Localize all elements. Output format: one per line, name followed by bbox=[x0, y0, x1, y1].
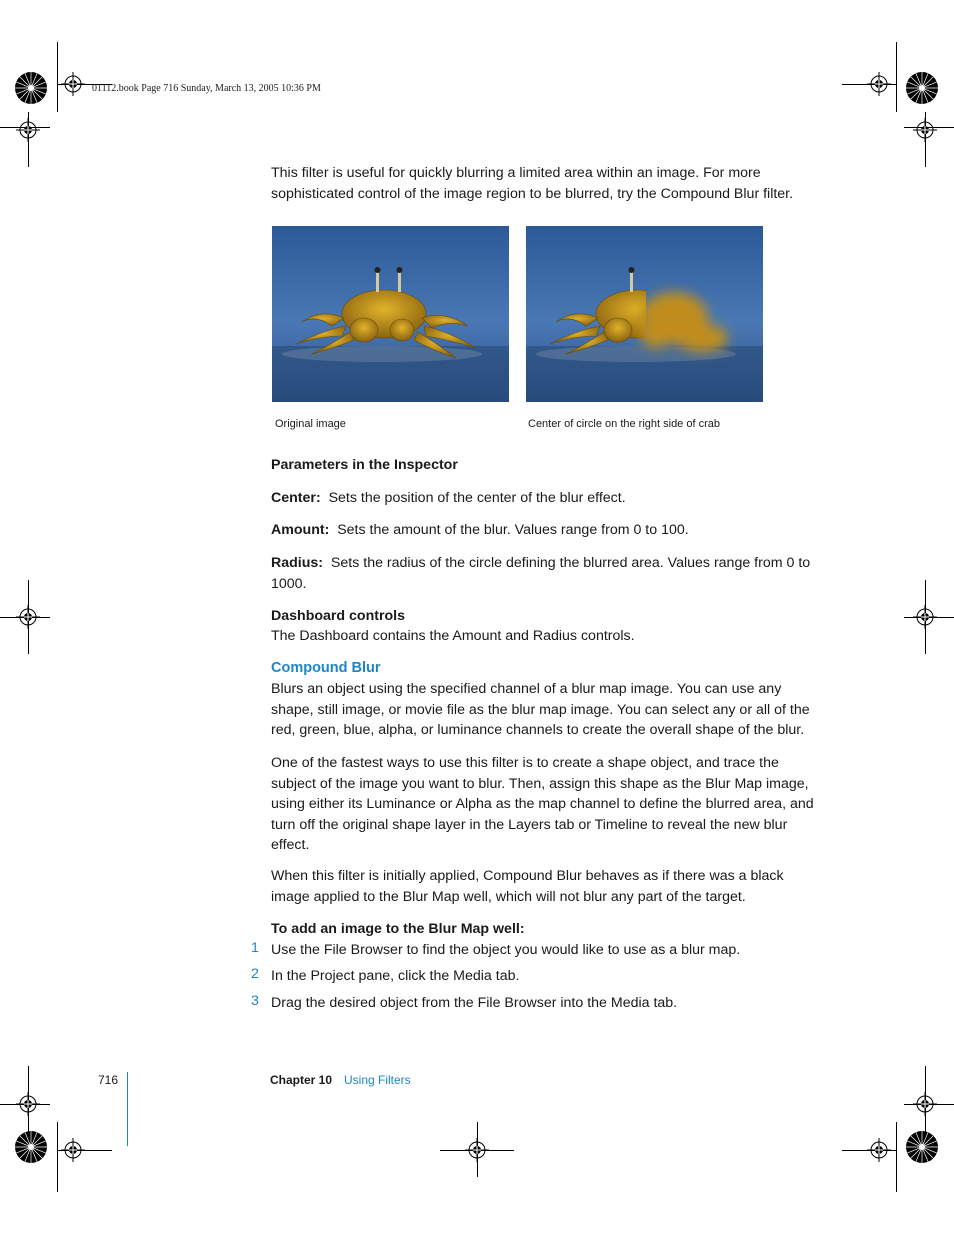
compound-paragraph-2: One of the fastest ways to use this filter is to create a shape object, and trace the subject of the image you want to blur. Then, assign this shape as the Blur Map image, using either its Luminance or Alpha as the map channel to define the blurred area, and turn off the original shape layer in the Layers tab or Timeline to reveal the new blur effect. bbox=[271, 755, 814, 853]
step-number-1: 1 bbox=[251, 940, 259, 956]
step-number-2: 2 bbox=[251, 966, 259, 982]
param-amount-text: Sets the amount of the blur. Values range from 0 to 100. bbox=[337, 522, 689, 538]
page-number: 716 bbox=[98, 1073, 119, 1087]
step-text-3: Drag the desired object from the File Browser into the Media tab. bbox=[271, 995, 678, 1011]
param-radius-text: Sets the radius of the circle defining the blurred area. Values range from 0 to 1000. bbox=[271, 555, 811, 592]
dashboard-heading: Dashboard controls bbox=[271, 608, 406, 624]
param-radius-label: Radius: bbox=[271, 555, 324, 571]
step-text-2: In the Project pane, click the Media tab. bbox=[271, 968, 520, 984]
param-center-label: Center: bbox=[271, 490, 321, 506]
caption-blurred: Center of circle on the right side of crab bbox=[528, 418, 720, 430]
param-amount bbox=[271, 520, 821, 541]
original-image bbox=[272, 226, 509, 402]
intro-paragraph: This filter is useful for quickly blurring a limited area within an image. For more sophisticated control of the image region to be blurred, try the Compound Blur filter. bbox=[271, 165, 794, 202]
step-text-1: Use the File Browser to find the object you would like to use as a blur map. bbox=[271, 942, 741, 958]
dashboard-text: The Dashboard contains the Amount and Radius controls. bbox=[271, 628, 635, 644]
compound-paragraph-3: When this filter is initially applied, Compound Blur behaves as if there was a black image applied to the Blur Map well, which will not blur any part of the target. bbox=[271, 868, 784, 905]
print-slug: 01112.book Page 716 Sunday, March 13, 2005 10:36 PM bbox=[92, 83, 321, 94]
footer-chapter-title: Using Filters bbox=[344, 1073, 411, 1087]
compound-paragraph-1: Blurs an object using the specified channel of a blur map image. You can use any shape, still image, or movie file as the blur map image. You can select any or all of the red, green, blue, alpha, or luminance channels to create the overall shape of the blur. bbox=[271, 681, 810, 738]
compound-blur-title: Compound Blur bbox=[271, 660, 381, 676]
blurred-image bbox=[526, 226, 763, 402]
caption-original: Original image bbox=[275, 418, 346, 430]
step-number-3: 3 bbox=[251, 993, 259, 1009]
param-center-text: Sets the position of the center of the blur effect. bbox=[328, 490, 626, 506]
param-amount-label: Amount: bbox=[271, 522, 330, 538]
params-heading: Parameters in the Inspector bbox=[271, 457, 458, 473]
footer-chapter: Chapter 10 bbox=[270, 1073, 333, 1087]
param-center bbox=[271, 488, 821, 509]
steps-heading: To add an image to the Blur Map well: bbox=[271, 921, 525, 937]
footer-rule bbox=[127, 1072, 128, 1146]
param-radius bbox=[271, 553, 821, 594]
